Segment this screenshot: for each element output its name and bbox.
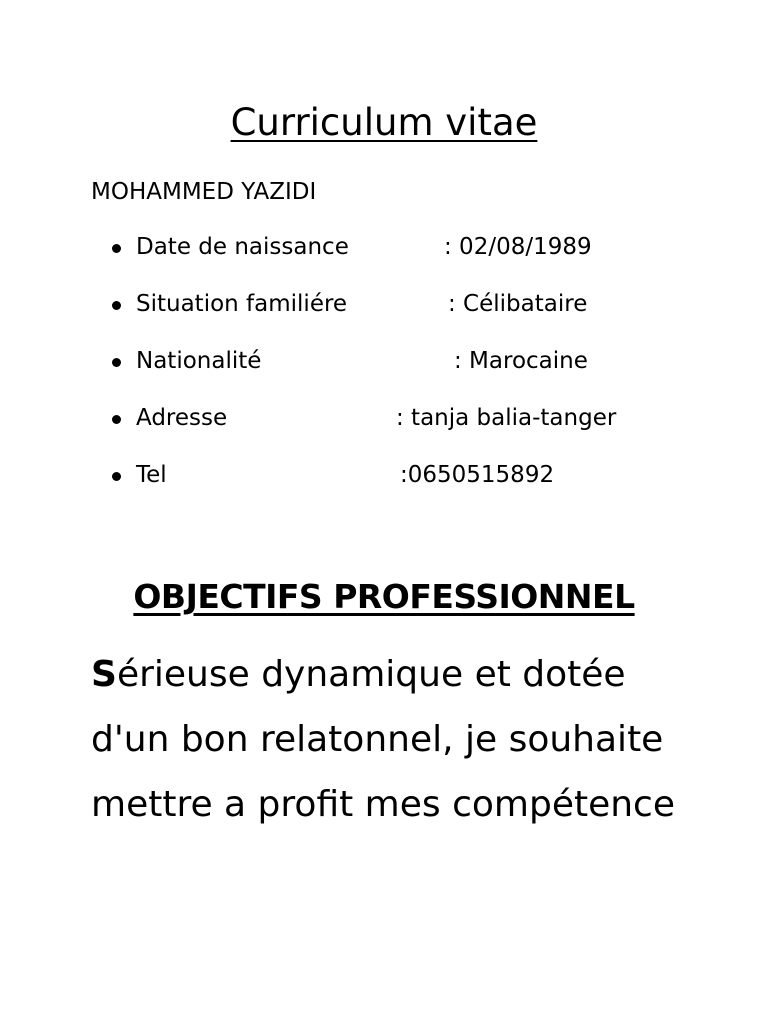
info-label: Tel <box>136 462 167 488</box>
info-label: Nationalité <box>136 348 262 374</box>
bullet-icon <box>112 358 121 367</box>
person-name: MOHAMMED YAZIDI <box>91 179 317 205</box>
info-item-marital-status <box>0 287 768 344</box>
info-value: : Marocaine <box>454 348 588 374</box>
objectives-paragraph <box>91 642 711 837</box>
objective-text-body: érieuse dynamique et dotée d'un bon relatonnel, je souhaite mettre a profit mes compétence <box>91 654 675 825</box>
objective-initial-letter: S <box>91 654 117 695</box>
personal-info-list <box>0 230 768 515</box>
bullet-icon <box>112 244 121 253</box>
info-item-address <box>0 401 768 458</box>
info-label: Date de naissance <box>136 234 349 260</box>
info-label: Adresse <box>136 405 228 431</box>
info-value: : 02/08/1989 <box>444 234 592 260</box>
bullet-icon <box>112 301 121 310</box>
info-item-birthdate <box>0 230 768 287</box>
info-value: : tanja balia-tanger <box>396 405 617 431</box>
bullet-icon <box>112 472 121 481</box>
info-label: Situation familiére <box>136 291 348 317</box>
page-title: Curriculum vitae <box>230 101 538 144</box>
info-item-phone <box>0 458 768 515</box>
info-value: :0650515892 <box>400 462 555 488</box>
bullet-icon <box>112 415 121 424</box>
objectives-heading: OBJECTIFS PROFESSIONNEL <box>133 577 635 616</box>
info-item-nationality <box>0 344 768 401</box>
info-value: : Célibataire <box>448 291 588 317</box>
